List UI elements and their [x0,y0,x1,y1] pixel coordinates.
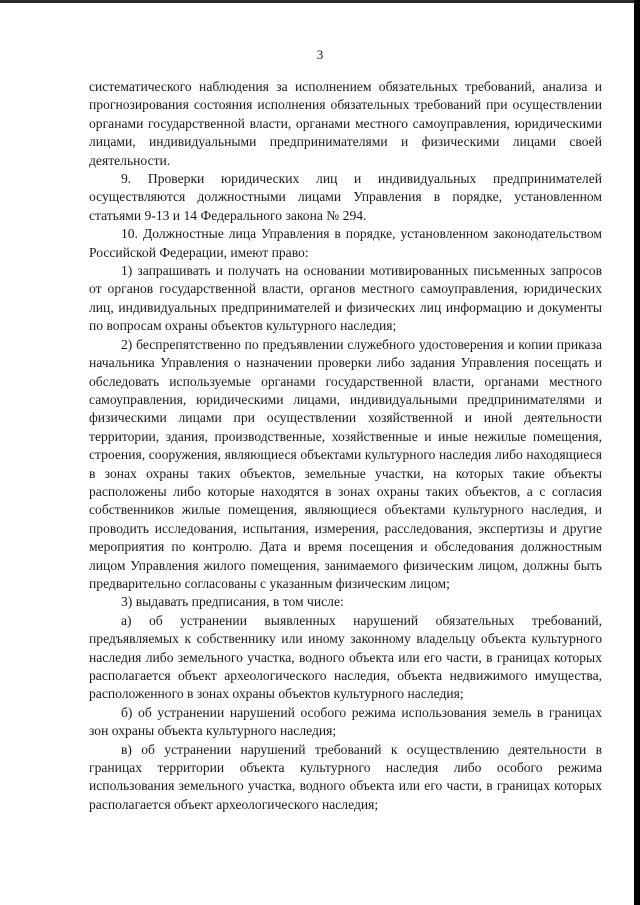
paragraph-subitem-2: 2) беспрепятственно по предъявлении служебного удостоверения и копии приказа начальника Управления о назначении проверки либо задания Управления посещать и обследовать используемые органами государственной власти, органами местного самоуправления, юридическими лицами, индивидуальными предпринимателями и физическими лицами при осуществлении хозяйственной и иной деятельности территории, здания, производственные, хозяйственные и иные нежилые помещения, строения, сооружения, являющиеся объектами культурного наследия либо находящиеся в зонах охраны таких объектов, земельные участки, на которых такие объекты расположены либо которые находятся в зонах охраны таких объектов, а с согласия собственников жилые помещения, являющиеся объектами культурного наследия, и проводить исследования, испытания, измерения, расследования, экспертизы и другие мероприятия по контролю. Дата и время посещения и обследования должностным лицом Управления жилого помещения, занимаемого физическим лицом, должны быть предварительно согласованы с указанным физическим лицом; [89,336,602,591]
paragraph-item-9: 9. Проверки юридических лиц и индивидуальных предпринимателей осуществляются должностными лицами Управления в порядке, установленном статьями 9-13 и 14 Федерального закона № 294. [89,171,602,223]
paragraph-item-10: 10. Должностные лица Управления в порядке, установленном законодательством Российской Федерации, имеют право: [89,226,602,260]
paragraph-subitem-3: 3) выдавать предписания, в том числе: [121,594,344,610]
paragraph-subitem-v: в) об устранении нарушений требований к осуществлению деятельности в границах территории объекта культурного наследия либо особого режима использования земельного участка, водного объекта или его части, в границах которых располагается объект археологического наследия; [89,741,602,812]
scan-border-top [0,0,640,3]
page-number: 3 [316,47,324,62]
scan-border-right [634,0,640,905]
paragraph-subitem-b: б) об устранении нарушений особого режима использования земель в границах зон охраны объекта культурного наследия; [89,704,602,739]
paragraph-subitem-a: а) об устранении выявленных нарушений обязательных требований, предъявляемых к собственнику или иному законному владельцу объекта культурного наследия либо земельного участка, водного объекта или его части, в границах которых располагается объект археологического наследия, объекта недвижимого имущества, расположенного в зонах охраны объектов культурного наследия; [89,612,602,702]
paragraph-subitem-1: 1) запрашивать и получать на основании мотивированных письменных запросов от органов государственной власти, органов местного самоуправления, юридических лиц, индивидуальных предпринимателей и физических лиц информацию и документы по вопросам охраны объектов культурного наследия; [89,263,602,334]
paragraph-continuation: систематического наблюдения за исполнением обязательных требований, анализа и прогнозирования состояния исполнения обязательных требований при осуществлении органами государственной власти, органами местного самоуправления, юридическими лицами, индивидуальными предпринимателями и физическими лицами своей деятельности. [89,79,602,168]
document-body [89,78,602,814]
